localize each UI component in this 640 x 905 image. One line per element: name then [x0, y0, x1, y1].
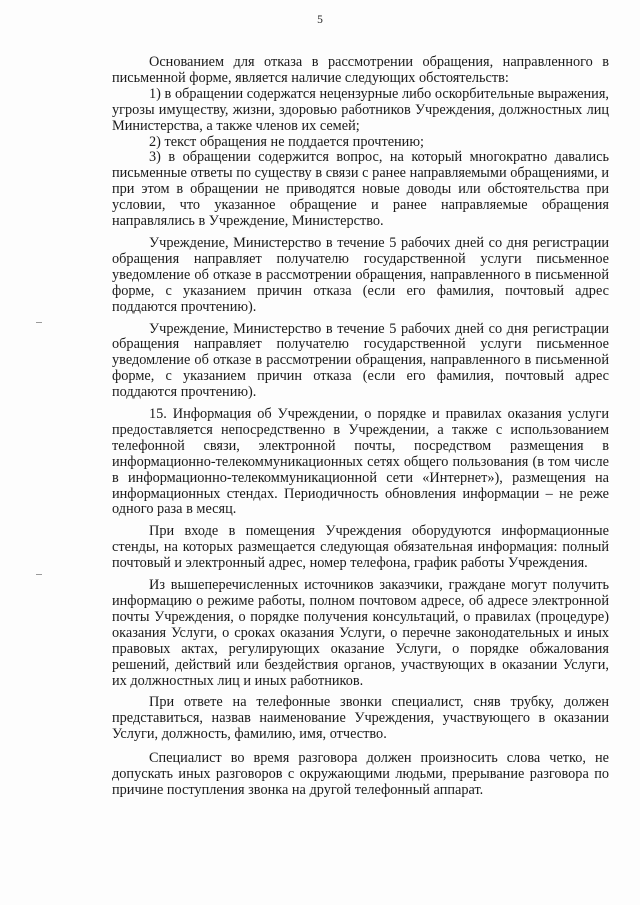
document-body — [112, 55, 609, 799]
margin-scan-mark — [36, 322, 42, 323]
paragraph-item-1: 1) в обращении содержатся нецензурные либо оскорбительные выражения, угрозы имуществу, жизни, здоровью работников Учреждения, должностных лиц Министерства, а также членов их семей; — [112, 85, 609, 134]
page-number: 5 — [317, 14, 323, 26]
paragraph-notification-2: Учреждение, Министерство в течение 5 рабочих дней со дня регистрации обращения направляет получателю государственной услуги письменное уведомление об отказе в рассмотрении обращения, направленного в письменной форме, с указанием причин отказа (если его фамилия, почтовый адрес поддаются прочтению). — [112, 320, 609, 401]
paragraph-conversation-rules: Специалист во время разговора должен произносить слова четко, не допускать иных разговоров с окружающими людьми, прерывание разговора по причине поступления звонка на другой телефонный аппарат. — [112, 750, 609, 798]
paragraph-refusal-grounds: Основанием для отказа в рассмотрении обращения, направленного в письменной форме, является наличие следующих обстоятельств: — [112, 54, 609, 86]
paragraph-information-sources: Из вышеперечисленных источников заказчики, граждане могут получить информацию о режиме работы, полном почтовом адресе, об адресе электронной почты Учреждения, о порядке получения консультаций, о правилах (процедуре) оказания Услуги, о сроках оказания Услуги, о перечне законодательных и иных правовых актах, регулирующих оказание Услуги, о порядке обжалования решений, действий или бездействия органов, участвующих в оказании Услуги, их должностных лиц и иных работников. — [112, 577, 609, 689]
paragraph-phone-answer: При ответе на телефонные звонки специалист, сняв трубку, должен представиться, назвав наименование Учреждения, участвующего в оказании Услуги, должность, фамилию, имя, отчество. — [112, 694, 609, 743]
margin-scan-mark — [36, 574, 42, 575]
paragraph-item-2: 2) текст обращения не поддается прочтению; — [149, 133, 424, 150]
paragraph-section-15: 15. Информация об Учреждении, о порядке и правилах оказания услуги предоставляется непосредственно в Учреждении, а также с использованием телефонной связи, электронной почты, посредством размещения в информационно-телекоммуникационных сетях общего пользования (в том числе в информационно-телекоммуникационной сети «Интернет»), размещения на информационных стендах. Периодичность обновления информации – не реже одного раза в месяц. — [112, 406, 609, 518]
paragraph-item-3: 3) в обращении содержится вопрос, на который многократно давались письменные ответы по существу в связи с ранее направляемыми обращениями, и при этом в обращении не приводятся новые доводы или обстоятельства при условии, что указанное обращение и ранее направляемые обращения направлялись в Учреждение, Министерство. — [112, 149, 609, 230]
paragraph-info-stands: При входе в помещения Учреждения оборудуются информационные стенды, на которых размещается следующая обязательная информация: полный почтовый и электронный адрес, номер телефона, график работы Учреждения. — [112, 523, 609, 572]
paragraph-notification-1: Учреждение, Министерство в течение 5 рабочих дней со дня регистрации обращения направляет получателю государственной услуги письменное уведомление об отказе в рассмотрении обращения, направленного в письменной форме, с указанием причин отказа (если его фамилия, почтовый адрес поддаются прочтению). — [112, 234, 609, 315]
